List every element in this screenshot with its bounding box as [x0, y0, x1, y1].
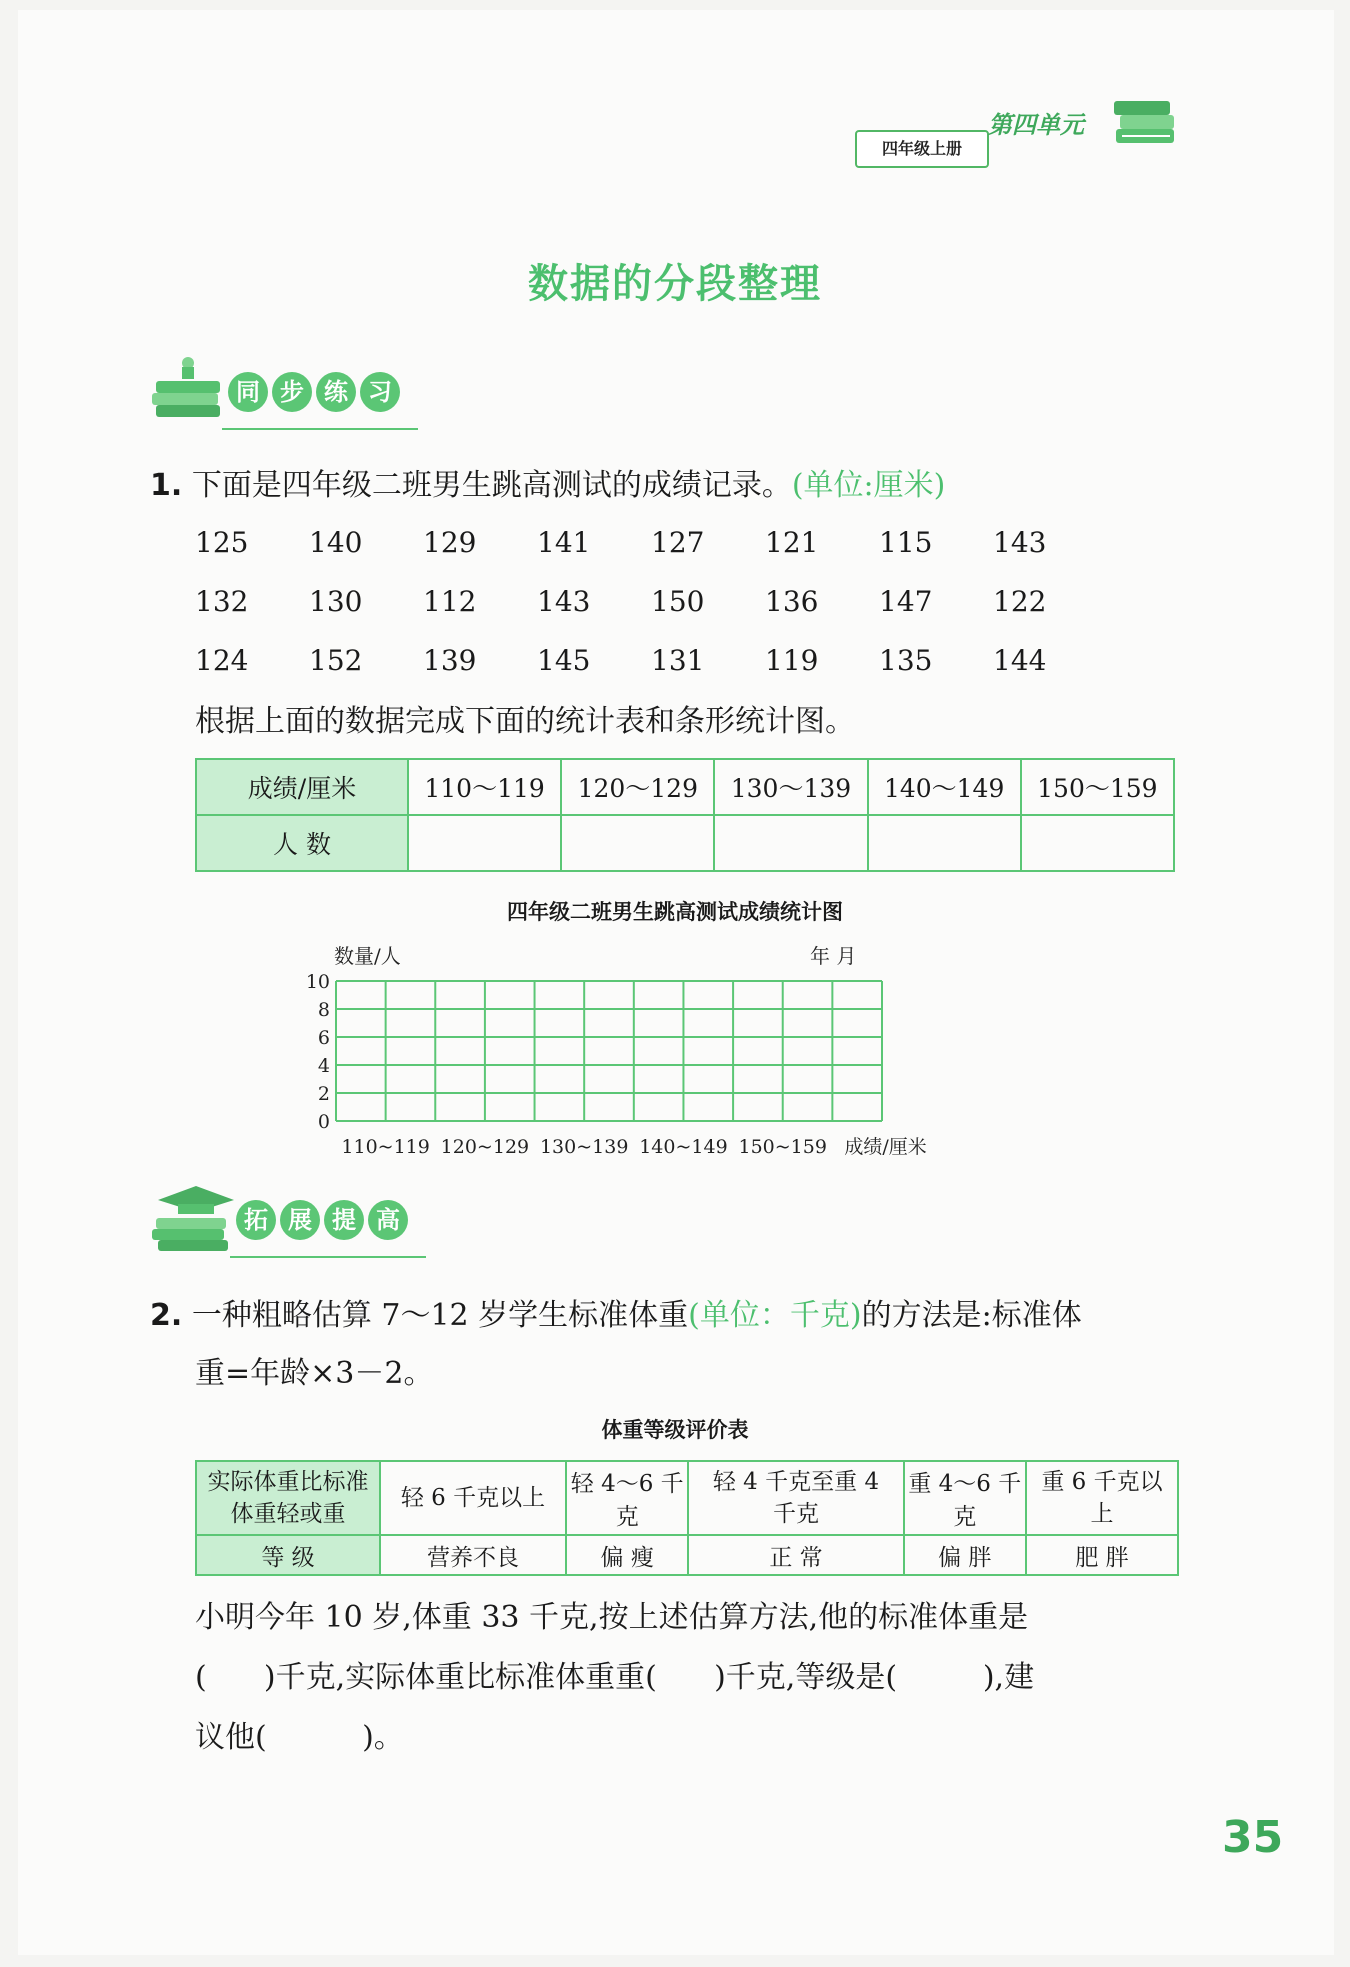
column-header: 110～119 — [408, 759, 561, 815]
data-value: 145 — [537, 644, 591, 677]
data-value: 150 — [651, 585, 705, 618]
row2-label: 等 级 — [196, 1535, 380, 1575]
q1-unit: (单位:厘米) — [791, 468, 946, 503]
data-value: 127 — [651, 526, 705, 559]
q2-unit: (单位：千克) — [688, 1298, 862, 1333]
data-value: 132 — [195, 585, 249, 618]
weight-range: 重 6 千克以上 — [1026, 1461, 1178, 1535]
column-header: 140～149 — [868, 759, 1021, 815]
section-char: 习 — [360, 372, 400, 412]
section-char: 展 — [280, 1200, 320, 1240]
q2-text-b: 的方法是:标准体 — [861, 1298, 1082, 1333]
x-tick-label: 130~139 — [539, 1136, 629, 1158]
graduation-books-icon — [148, 1182, 238, 1258]
bar-chart — [290, 935, 1050, 1160]
x-axis-label: 成绩/厘米 — [844, 1136, 927, 1158]
page-title: 数据的分段整理 — [528, 260, 822, 307]
column-header: 130～139 — [714, 759, 867, 815]
weight-table-title: 体重等级评价表 — [601, 1418, 749, 1442]
q2-para-1: 小明今年 10 岁,体重 33 千克,按上述估算方法,他的标准体重是 — [195, 1600, 1029, 1635]
data-value: 129 — [423, 526, 477, 559]
data-value: 125 — [195, 526, 249, 559]
section-underline — [230, 1256, 426, 1258]
data-value: 112 — [423, 585, 477, 618]
grade-value: 正 常 — [688, 1535, 903, 1575]
data-value: 135 — [879, 644, 933, 677]
q2-prompt — [150, 1296, 1082, 1336]
q2-text-a: 一种粗略估算 7～12 岁学生标准体重 — [191, 1298, 689, 1333]
stack-books-icon — [150, 355, 226, 427]
weight-range: 轻 4 千克至重 4 千克 — [688, 1461, 903, 1535]
y-tick-label: 4 — [317, 1055, 330, 1077]
grade-value: 偏 胖 — [904, 1535, 1026, 1575]
count-blank[interactable] — [1021, 815, 1174, 871]
row-label-count: 人 数 — [196, 815, 408, 871]
data-value: 121 — [765, 526, 819, 559]
data-value: 115 — [879, 526, 933, 559]
q2-formula: 重=年龄×3－2。 — [195, 1356, 434, 1391]
section-char: 练 — [316, 372, 356, 412]
y-tick-label: 0 — [317, 1111, 330, 1133]
unit-label: 第四单元 — [988, 111, 1084, 139]
data-value: 139 — [423, 644, 477, 677]
books-icon — [1112, 95, 1180, 159]
data-value: 143 — [537, 585, 591, 618]
data-value: 152 — [309, 644, 363, 677]
count-blank[interactable] — [408, 815, 561, 871]
q2-para-2: ( )千克,实际体重比标准体重重( )千克,等级是( ),建 — [195, 1660, 1035, 1695]
data-value: 122 — [993, 585, 1047, 618]
x-tick-label: 120~129 — [440, 1136, 530, 1158]
x-tick-label: 110~119 — [341, 1136, 430, 1158]
page-number: 35 — [1222, 1812, 1284, 1863]
weight-grade-table — [195, 1460, 1179, 1576]
count-blank[interactable] — [868, 815, 1021, 871]
grade-value: 营养不良 — [380, 1535, 566, 1575]
data-value: 124 — [195, 644, 249, 677]
weight-range: 重 4～6 千克 — [904, 1461, 1026, 1535]
q1-number: 1. — [150, 468, 183, 503]
section-underline — [222, 428, 418, 430]
q2-para-3: 议他( )。 — [195, 1720, 404, 1755]
weight-range: 轻 6 千克以上 — [380, 1461, 566, 1535]
section-char: 拓 — [236, 1200, 276, 1240]
data-value: 131 — [651, 644, 705, 677]
count-blank[interactable] — [714, 815, 867, 871]
data-value: 143 — [993, 526, 1047, 559]
y-tick-label: 2 — [317, 1083, 330, 1105]
x-tick-label: 150~159 — [738, 1136, 827, 1158]
q1-prompt — [150, 466, 945, 506]
y-axis-label: 数量/人 — [334, 944, 401, 968]
data-value: 130 — [309, 585, 363, 618]
data-row-3 — [195, 644, 1107, 677]
q1-instruction: 根据上面的数据完成下面的统计表和条形统计图。 — [195, 704, 855, 739]
data-row-1 — [195, 526, 1107, 559]
section-extension-title — [236, 1200, 408, 1240]
data-value: 147 — [879, 585, 933, 618]
grade-value: 肥 胖 — [1026, 1535, 1178, 1575]
q2-number: 2. — [150, 1298, 183, 1333]
count-blank[interactable] — [561, 815, 714, 871]
chart-title: 四年级二班男生跳高测试成绩统计图 — [507, 900, 843, 924]
column-header: 120～129 — [561, 759, 714, 815]
section-practice-title — [228, 372, 400, 412]
grade-label: 四年级上册 — [855, 130, 989, 168]
grade-value: 偏 瘦 — [566, 1535, 688, 1575]
weight-range: 轻 4～6 千克 — [566, 1461, 688, 1535]
date-label: 年 月 — [810, 944, 857, 968]
data-value: 136 — [765, 585, 819, 618]
q1-text: 下面是四年级二班男生跳高测试的成绩记录。 — [191, 468, 792, 503]
data-value: 144 — [993, 644, 1047, 677]
y-tick-label: 10 — [305, 971, 330, 993]
section-char: 高 — [368, 1200, 408, 1240]
section-char: 步 — [272, 372, 312, 412]
data-value: 119 — [765, 644, 819, 677]
section-char: 同 — [228, 372, 268, 412]
row1-label: 实际体重比标准体重轻或重 — [196, 1461, 380, 1535]
row-label-score: 成绩/厘米 — [196, 759, 408, 815]
y-tick-label: 8 — [317, 999, 330, 1021]
column-header: 150～159 — [1021, 759, 1174, 815]
y-tick-label: 6 — [317, 1027, 330, 1049]
data-value: 141 — [537, 526, 591, 559]
frequency-table — [195, 758, 1175, 872]
x-tick-label: 140~149 — [639, 1136, 728, 1158]
data-row-2 — [195, 585, 1107, 618]
data-value: 140 — [309, 526, 363, 559]
section-char: 提 — [324, 1200, 364, 1240]
